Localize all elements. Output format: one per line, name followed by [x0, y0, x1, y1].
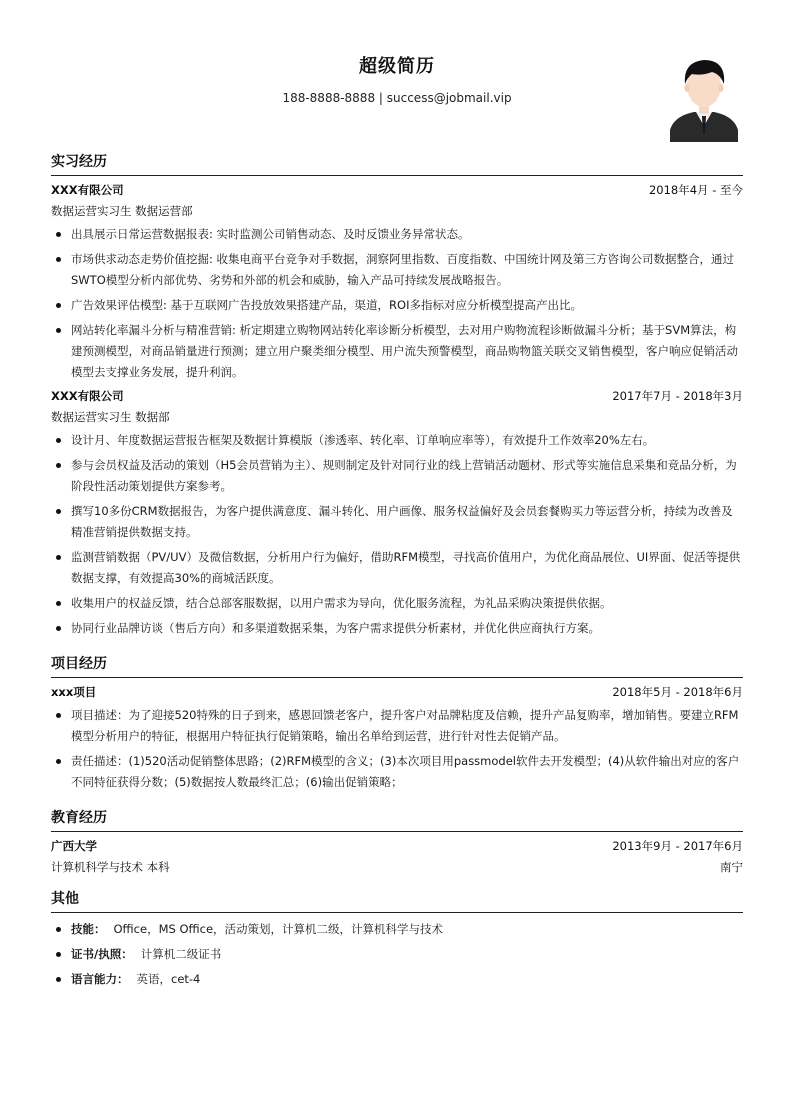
bullet-icon: [56, 952, 61, 957]
list-item: 广告效果评估模型: 基于互联网广告投放效果搭建产品，渠道，ROI多指标对应分析模型提高产出比。: [51, 295, 743, 316]
list-item: 设计月、年度数据运营报告框架及数据计算模版（渗透率、转化率、订单响应率等），有效提升工作效率20%左右。: [51, 430, 743, 451]
school-name: 广西大学: [51, 839, 97, 853]
bullet-list: [51, 705, 743, 793]
list-item: 收集用户的权益反馈，结合总部客服数据，以用户需求为导向，优化服务流程，为礼品采购决策提供依据。: [51, 593, 743, 614]
list-item: [51, 919, 743, 940]
job-role: 数据运营实习生 数据运营部: [51, 204, 193, 218]
major-degree: 计算机科学与技术 本科: [51, 860, 170, 874]
list-item: [51, 969, 743, 990]
bullet-icon: [56, 463, 61, 468]
languages-label: 语言能力：: [71, 972, 129, 986]
skills-value: Office，MS Office，活动策划，计算机二级，计算机科学与技术: [113, 922, 444, 936]
list-item: 协同行业品牌访谈（售后方向）和多渠道数据采集，为客户需求提供分析素材，并优化供应商执行方案。: [51, 618, 743, 639]
list-item: 出具展示日常运营数据报表: 实时监测公司销售动态、及时反馈业务异常状态。: [51, 224, 743, 245]
skills-label: 技能：: [71, 922, 106, 936]
date-range: 2018年5月 - 2018年6月: [612, 685, 743, 699]
bullet-icon: [56, 601, 61, 606]
list-item: 撰写10多份CRM数据报告，为客户提供满意度、漏斗转化、用户画像、服务权益偏好及会员套餐购买力等运营分析，持续为改善及精准营销提供数据支持。: [51, 501, 743, 543]
languages-value: 英语，cet-4: [136, 972, 201, 986]
bullet-icon: [56, 232, 61, 237]
company-name: XXX有限公司: [51, 183, 124, 197]
bullet-icon: [56, 977, 61, 982]
section-title-projects: 项目经历: [51, 653, 743, 678]
bullet-list: [51, 224, 743, 383]
list-item: [51, 944, 743, 965]
company-name: XXX有限公司: [51, 389, 124, 403]
list-item: 监测营销数据（PV/UV）及微信数据，分析用户行为偏好，借助RFM模型，寻找高价值用户，为优化商品展位、UI界面、促活等提供数据支撑，有效提高30%的商城活跃度。: [51, 547, 743, 589]
avatar-photo: [668, 54, 740, 142]
other-list: [51, 919, 743, 990]
bullet-icon: [56, 328, 61, 333]
bullet-icon: [56, 438, 61, 443]
date-range: 2017年7月 - 2018年3月: [612, 389, 743, 403]
list-item: 参与会员权益及活动的策划（H5会员营销为主）、规则制定及针对同行业的线上营销活动题材、形式等实施信息采集和竞品分析，为阶段性活动策划提供方案参考。: [51, 455, 743, 497]
job-role: 数据运营实习生 数据部: [51, 410, 170, 424]
list-item: 网站转化率漏斗分析与精准营销: 析定期建立购物网站转化率诊断分析模型，去对用户购物流程诊断做漏斗分析；基于SVM算法，构建预测模型，对商品销量进行预测；建立用户聚类细分模型、用户流失预警模型，商品购物篮关联交叉销售模型，客户响应促销活动模型去支撑业务发展，提升利润。: [51, 320, 743, 383]
bullet-icon: [56, 713, 61, 718]
list-item: 市场供求动态走势价值挖掘: 收集电商平台竞争对手数据，洞察阿里指数、百度指数、中国统计网及第三方咨询公司数据整合，通过SWTO模型分析内部优势、劣势和外部的机会和威胁，输入产品可持续发展战略报告。: [51, 249, 743, 291]
school-city: 南宁: [720, 860, 743, 874]
certificates-label: 证书/执照：: [71, 947, 133, 961]
bullet-icon: [56, 626, 61, 631]
list-item: 责任描述：(1)520活动促销整体思路；(2)RFM模型的含义；(3)本次项目用passmodel软件去开发模型；(4)从软件输出对应的客户不同特征获得分数；(5)数据按人数最终汇总；(6)输出促销策略；: [51, 751, 743, 793]
bullet-icon: [56, 509, 61, 514]
internship-entry-2: [51, 385, 743, 639]
section-title-other: 其他: [51, 888, 743, 913]
bullet-icon: [56, 555, 61, 560]
bullet-icon: [56, 257, 61, 262]
section-title-internship: 实习经历: [51, 151, 743, 176]
internship-entry-1: [51, 179, 743, 383]
bullet-icon: [56, 759, 61, 764]
project-entry-1: [51, 681, 743, 793]
contact-info: 188-8888-8888 | success@jobmail.vip: [282, 91, 512, 105]
bullet-icon: [56, 303, 61, 308]
project-name: xxx项目: [51, 685, 97, 699]
education-entry: [51, 835, 743, 878]
certificates-value: 计算机二级证书: [140, 947, 222, 961]
section-title-education: 教育经历: [51, 807, 743, 832]
candidate-name: 超级简历: [359, 56, 435, 77]
bullet-icon: [56, 927, 61, 932]
date-range: 2013年9月 - 2017年6月: [612, 839, 743, 853]
list-item: 项目描述：为了迎接520特殊的日子到来，感恩回馈老客户，提升客户对品牌粘度及信赖，提升产品复购率，增加销售。要建立RFM模型分析用户的特征，根据用户特征执行促销策略，输出名单给到运营，进行针对性去促销产品。: [51, 705, 743, 747]
resume-body: [51, 151, 743, 994]
bullet-list: [51, 430, 743, 639]
date-range: 2018年4月 - 至今: [648, 183, 743, 197]
